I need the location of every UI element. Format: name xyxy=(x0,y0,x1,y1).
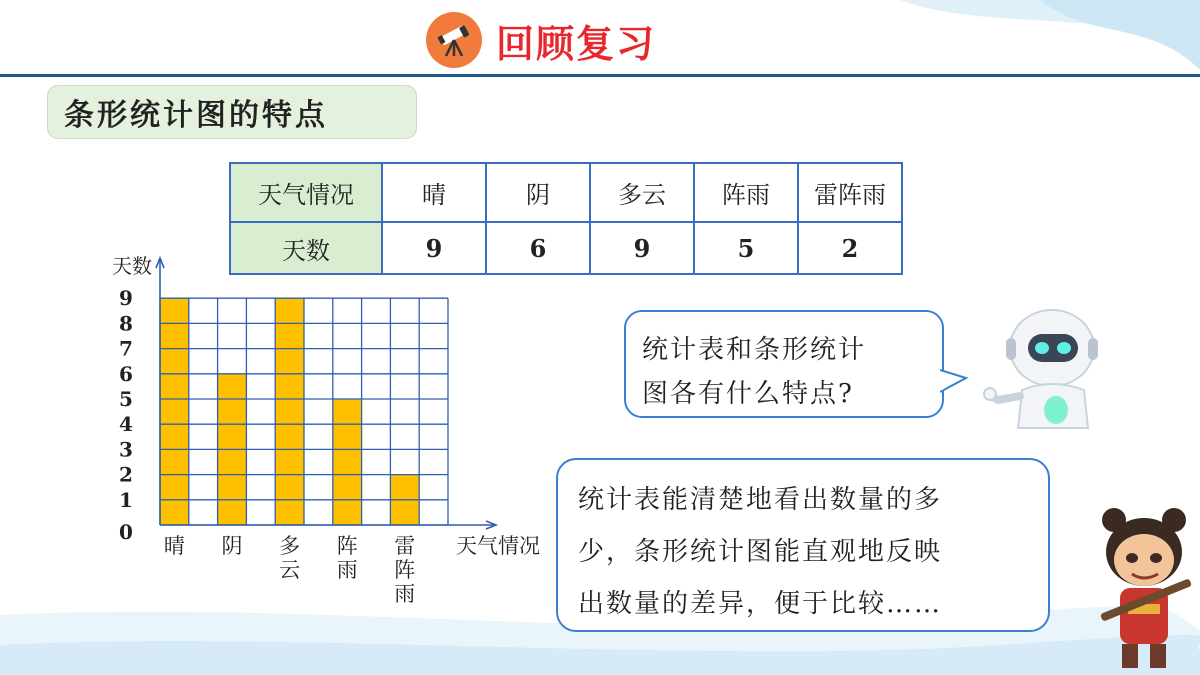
bubble-tail xyxy=(940,368,970,398)
x-tick-label: 雨 xyxy=(394,582,416,606)
robot-icon xyxy=(980,300,1120,430)
x-tick-label: 云 xyxy=(279,558,301,582)
bar-1 xyxy=(160,298,189,525)
x-tick-label: 雨 xyxy=(336,558,358,582)
y-tick-label: 2 xyxy=(119,462,133,487)
header-divider xyxy=(0,74,1200,77)
answer-line: 统计表能清楚地看出数量的多 xyxy=(578,485,943,515)
cartoon-kid-icon xyxy=(1092,500,1200,670)
table-cell: 雷阵雨 xyxy=(798,163,902,222)
y-axis-label: 天数 xyxy=(112,254,152,278)
question-line: 图各有什么特点? xyxy=(642,379,854,409)
answer-line: 少，条形统计图能直观地反映 xyxy=(578,537,943,567)
question-bubble xyxy=(624,310,944,418)
table-cell: 6 xyxy=(486,222,590,274)
x-tick-label: 阵 xyxy=(336,534,358,558)
table-cell: 晴 xyxy=(382,163,486,222)
y-tick-label: 8 xyxy=(119,311,133,336)
y-tick-label: 9 xyxy=(119,286,133,311)
table-row-header: 天气情况 xyxy=(230,163,382,222)
table-cell: 9 xyxy=(590,222,694,274)
y-tick-label: 1 xyxy=(119,487,133,512)
y-tick-label: 3 xyxy=(119,437,133,462)
page-title: 回顾复习 xyxy=(496,21,657,66)
x-axis-label: 天气情况 xyxy=(456,534,540,558)
x-tick-label: 晴 xyxy=(163,534,185,558)
telescope-icon xyxy=(426,12,482,68)
page-header xyxy=(426,8,656,72)
table-cell: 阵雨 xyxy=(694,163,798,222)
x-tick-label: 阵 xyxy=(394,558,416,582)
table-row-header: 天数 xyxy=(230,222,382,274)
x-tick-label: 雷 xyxy=(394,534,416,558)
bar-chart xyxy=(100,240,560,630)
y-tick-label: 6 xyxy=(119,361,133,386)
y-tick-label: 5 xyxy=(119,387,133,411)
y-tick-label: 4 xyxy=(119,412,133,437)
bar-4 xyxy=(333,399,362,525)
table-cell: 2 xyxy=(798,222,902,274)
table-cell: 多云 xyxy=(590,163,694,222)
bar-3 xyxy=(275,298,304,525)
answer-bubble xyxy=(556,458,1050,632)
table-row xyxy=(230,163,902,222)
question-line: 统计表和条形统计 xyxy=(642,335,867,365)
y-tick-label: 0 xyxy=(119,520,133,544)
answer-line: 出数量的差异，便于比较…… xyxy=(578,589,943,619)
x-tick-label: 多 xyxy=(279,534,301,558)
section-label: 条形统计图的特点 xyxy=(48,86,416,138)
table-cell: 5 xyxy=(694,222,798,274)
x-tick-label: 阴 xyxy=(221,534,243,558)
table-cell: 阴 xyxy=(486,163,590,222)
table-cell: 9 xyxy=(382,222,486,274)
y-tick-label: 7 xyxy=(119,336,133,361)
